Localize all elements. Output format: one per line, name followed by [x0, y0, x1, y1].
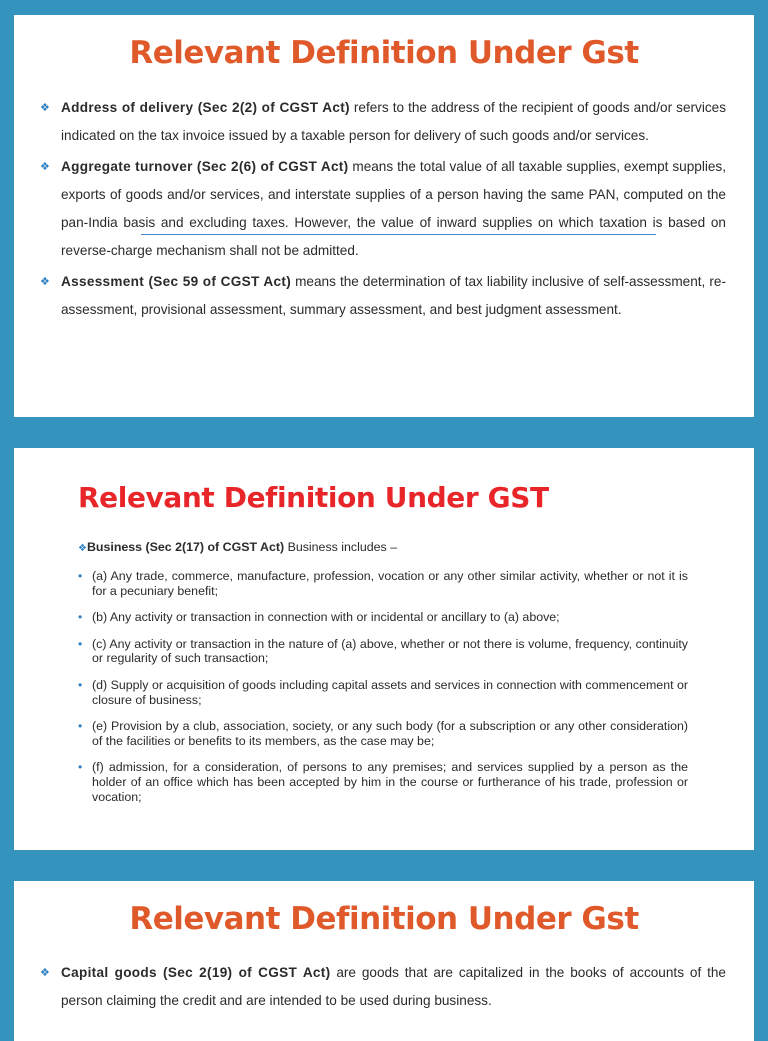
- list-item: [78, 719, 688, 748]
- list-item-text: (a) Any trade, commerce, manufacture, profession, vocation or any other similar activity, whether or not it is for a pecuniary benefit;: [92, 569, 688, 598]
- definition-term: Address of delivery (Sec 2(2) of CGST Act): [61, 100, 350, 115]
- business-definition-heading: [78, 539, 688, 557]
- dot-bullet-icon: •: [78, 569, 83, 583]
- slide-1: [14, 15, 754, 417]
- list-item-text: (d) Supply or acquisition of goods including capital assets and services in connection with commencement or closure of business;: [92, 677, 688, 707]
- definition-text: refers to the address of the recipient of goods and/or services indicated on the tax invoice issued by a taxable person for delivery of such goods and/or services.: [61, 100, 726, 143]
- list-item: [78, 610, 688, 625]
- definition-term: Business (Sec 2(17) of CGST Act): [86, 540, 285, 554]
- list-item: [78, 637, 688, 666]
- diamond-bullet-icon: ❖: [78, 543, 87, 554]
- slide-2: [14, 448, 754, 850]
- diamond-bullet-icon: ❖: [40, 276, 50, 288]
- dot-bullet-icon: •: [78, 677, 83, 692]
- dot-bullet-icon: •: [78, 610, 83, 625]
- dot-bullet-icon: •: [78, 760, 83, 775]
- slide-3-title: Relevant Definition Under Gst: [129, 901, 639, 937]
- slide-2-title: Relevant Definition Under GST: [78, 481, 549, 514]
- definition-list: [40, 94, 726, 327]
- list-item-text: (c) Any activity or transaction in the nature of (a) above, whether or not there is volume, frequency, continuity or regularity of such transaction;: [92, 636, 688, 666]
- definition-item: [40, 959, 726, 1015]
- definition-text: are goods that are capitalized in the books of accounts of the person claiming the credit and are intended to be used during business.: [61, 965, 726, 1008]
- slide-3: [14, 881, 754, 1041]
- list-item-text: (e) Provision by a club, association, society, or any such body (for a subscription or any other consideration) of the facilities or benefits to its members, as the case may be;: [92, 719, 688, 748]
- definition-text: means the total value of all taxable supplies, exempt supplies, exports of goods and/or services, and interstate supplies of a person having the same PAN, computed on the pan-India basis and excluding taxes. However, the value of inward supplies on which taxation is based on reverse-charge mechanism shall not be admitted.: [61, 159, 727, 258]
- annotation-underline: [141, 234, 656, 235]
- definition-list: [40, 959, 726, 1018]
- list-item: [78, 678, 688, 707]
- business-definition-list: [78, 539, 688, 816]
- dot-bullet-icon: •: [78, 719, 83, 734]
- definition-term: Assessment (Sec 59 of CGST Act): [61, 274, 292, 289]
- definition-item: [40, 153, 726, 265]
- definition-text: means the determination of tax liability inclusive of self-assessment, re-assessment, provisional assessment, summary assessment, and best judgment assessment.: [61, 274, 726, 317]
- list-item-text: (b) Any activity or transaction in connection with or incidental or ancillary to (a) above;: [92, 610, 560, 625]
- dot-bullet-icon: •: [78, 636, 83, 651]
- list-item: [78, 569, 688, 598]
- diamond-bullet-icon: ❖: [40, 967, 50, 979]
- definition-term: Capital goods (Sec 2(19) of CGST Act): [61, 965, 331, 980]
- list-item-text: (f) admission, for a consideration, of persons to any premises; and services supplied by a person as the holder of an office which has been accepted by him in the course or furtherance of his trade, profession or vocation;: [92, 760, 688, 804]
- definition-term: Aggregate turnover (Sec 2(6) of CGST Act): [61, 159, 349, 174]
- slide-1-title: Relevant Definition Under Gst: [129, 35, 639, 71]
- diamond-bullet-icon: ❖: [40, 161, 50, 173]
- definition-item: [40, 94, 726, 150]
- definition-text: Business includes –: [284, 540, 398, 554]
- list-item: [78, 760, 688, 804]
- diamond-bullet-icon: ❖: [40, 102, 50, 114]
- definition-item: [40, 268, 726, 324]
